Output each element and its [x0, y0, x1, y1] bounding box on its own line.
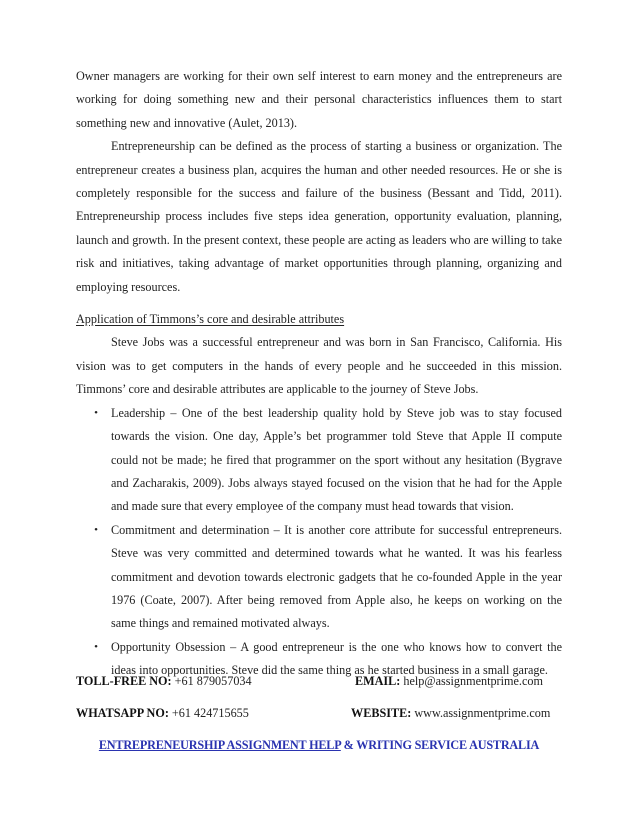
assignment-help-link[interactable]: ENTREPRENEURSHIP ASSIGNMENT HELP — [98, 738, 341, 752]
email-value[interactable]: help@assignmentprime.com — [403, 674, 543, 688]
tollfree-contact — [76, 674, 252, 689]
list-item-text: Commitment and determination – It is another core attribute for successful entrepreneurs. Steve was very committed and determined towards what he wanted. It was his fearless commitment and devotion towards electronic gadgets that he co-founded Apple in the year 1976 (Coate, 2007). After being removed from Apple also, he keeps on working on the same things and remained motivated always. — [111, 522, 562, 631]
section-heading — [76, 308, 562, 331]
whatsapp-contact — [76, 706, 249, 721]
bullet-icon: • — [94, 523, 98, 536]
banner-service-text: WRITING SERVICE AUSTRALIA — [356, 738, 540, 752]
tollfree-label: TOLL-FREE NO: — [76, 674, 172, 688]
tollfree-value: +61 879057034 — [174, 674, 252, 688]
email-label: EMAIL: — [355, 674, 401, 688]
email-contact — [355, 674, 543, 689]
whatsapp-label: WHATSAPP NO: — [76, 706, 169, 720]
bullet-icon: • — [94, 640, 98, 653]
list-item — [76, 519, 562, 636]
footer-banner — [76, 738, 562, 753]
website-label: WEBSITE: — [351, 706, 412, 720]
bullet-icon: • — [94, 406, 98, 419]
list-item-text: Opportunity Obsession – A good entrepreneur is the one who knows how to convert the ideas into opportunities. Steve did the same thing as he started business in a small garage. — [111, 639, 562, 678]
paragraph: Entrepreneurship can be defined as the process of starting a business or organization. The entrepreneur creates a business plan, acquires the human and other needed resources. He or she is completely responsible for the success and failure of the business (Bessant and Tidd, 2011). Entrepreneurship process includes five steps idea generation, opportunity evaluation, planning, launch and growth. In the present context, these people are acting as leaders who are willing to take risk and initiatives, taking advantage of market opportunities through planning, organizing and employing resources. — [76, 139, 562, 294]
document-body — [76, 65, 562, 683]
website-contact — [351, 706, 550, 721]
website-value[interactable]: www.assignmentprime.com — [414, 706, 551, 720]
list-item — [76, 402, 562, 519]
banner-ampersand: & — [343, 738, 354, 752]
paragraph: Steve Jobs was a successful entrepreneur and was born in San Francisco, California. His vision was to get computers in the hands of every people and he succeeded in this mission. Timmons’ core and desirable attributes are applicable to the journey of Steve Jobs. — [76, 335, 562, 397]
section-heading-text: Application of Timmons’s core and desirable attributes — [76, 312, 345, 327]
paragraph: Owner managers are working for their own self interest to earn money and the entrepreneurs are working for doing something new and their personal characteristics influences them to start something new and innovative (Aulet, 2013). — [76, 69, 562, 130]
whatsapp-value: +61 424715655 — [171, 706, 249, 720]
bullet-list — [76, 402, 562, 683]
list-item-text: Leadership – One of the best leadership quality hold by Steve job was to stay focused towards the vision. One day, Apple’s bet programmer told Steve that Apple II compute could not be made; he fired that programmer on the sport without any hesitation (Bygrave and Zacharakis, 2009). Jobs always stayed focused on the vision that he had for the Apple and made sure that every employee of the company must head towards that vision. — [111, 405, 562, 514]
